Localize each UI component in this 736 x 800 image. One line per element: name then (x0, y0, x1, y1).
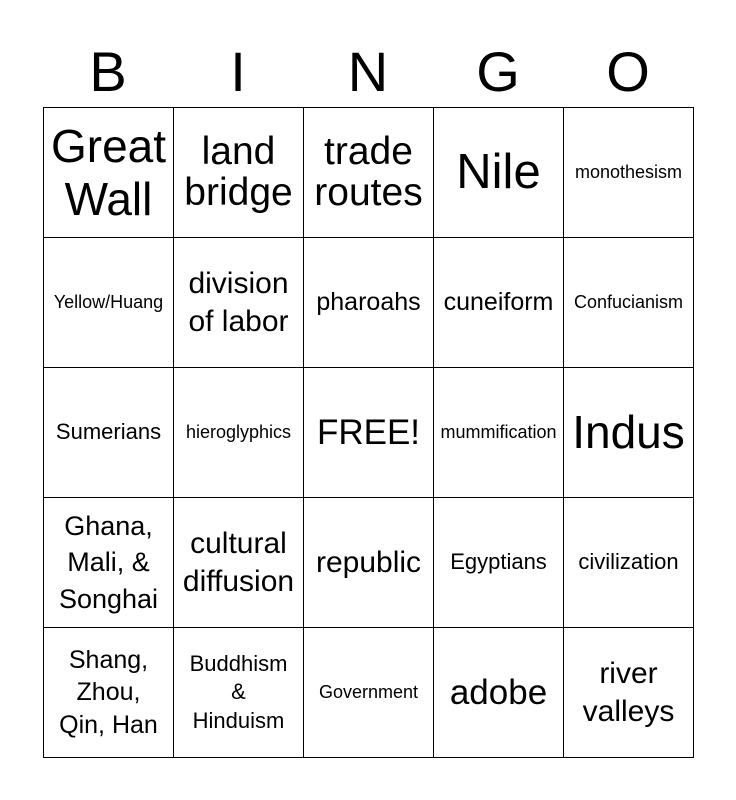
cell-text: monothesism (574, 161, 683, 182)
cell-text: Indus (572, 406, 685, 459)
cell-text: Sumerians (55, 419, 162, 445)
bingo-board (43, 107, 694, 758)
cell-text: division of labor (188, 267, 289, 338)
header-letter-n: N (347, 40, 389, 103)
bingo-cell[interactable] (44, 108, 174, 238)
header-letter-o: O (606, 40, 650, 103)
bingo-cell[interactable] (304, 108, 434, 238)
bingo-cell[interactable] (174, 108, 304, 238)
bingo-cell[interactable] (564, 628, 694, 758)
free-space-cell[interactable] (304, 368, 434, 498)
cell-text: Shang, Zhou, Qin, Han (59, 645, 158, 739)
cell-text: Egyptians (450, 549, 547, 575)
bingo-cell[interactable] (44, 498, 174, 628)
cell-text: cuneiform (443, 288, 554, 317)
cell-text: land bridge (184, 129, 293, 214)
cell-text: mummification (440, 421, 557, 442)
bingo-cell[interactable] (174, 238, 304, 368)
bingo-cell[interactable] (434, 368, 564, 498)
cell-text: Government (318, 681, 419, 702)
bingo-cell[interactable] (564, 498, 694, 628)
bingo-cell[interactable] (44, 238, 174, 368)
cell-text: Ghana, Mali, & Songhai (58, 510, 159, 614)
bingo-cell[interactable] (564, 368, 694, 498)
header-letter-g: G (476, 40, 520, 103)
cell-text: Yellow/Huang (53, 291, 164, 312)
cell-text: river valleys (582, 657, 675, 728)
bingo-cell[interactable] (564, 238, 694, 368)
header-letter-i: I (230, 40, 246, 103)
bingo-cell[interactable] (44, 368, 174, 498)
bingo-cell[interactable] (304, 238, 434, 368)
bingo-cell[interactable] (174, 628, 304, 758)
bingo-cell[interactable] (434, 628, 564, 758)
bingo-cell[interactable] (174, 498, 304, 628)
bingo-header (43, 38, 693, 106)
cell-text: hieroglyphics (185, 421, 292, 442)
bingo-cell[interactable] (44, 628, 174, 758)
cell-text: civilization (578, 549, 679, 575)
cell-text: cultural diffusion (182, 527, 295, 598)
cell-text: pharoahs (316, 288, 421, 317)
cell-text: adobe (449, 672, 548, 712)
cell-text: Confucianism (573, 291, 684, 312)
bingo-cell[interactable] (564, 108, 694, 238)
free-space-text: FREE! (316, 412, 421, 452)
cell-text: trade routes (314, 129, 423, 214)
bingo-cell[interactable] (434, 238, 564, 368)
cell-text: Great Wall (50, 119, 167, 225)
cell-text: Nile (456, 145, 541, 199)
cell-text: Buddhism & Hinduism (189, 650, 288, 733)
bingo-cell[interactable] (434, 498, 564, 628)
bingo-cell[interactable] (434, 108, 564, 238)
cell-text: republic (315, 545, 422, 579)
bingo-cell[interactable] (304, 628, 434, 758)
bingo-cell[interactable] (174, 368, 304, 498)
header-letter-b: B (89, 40, 127, 103)
bingo-cell[interactable] (304, 498, 434, 628)
